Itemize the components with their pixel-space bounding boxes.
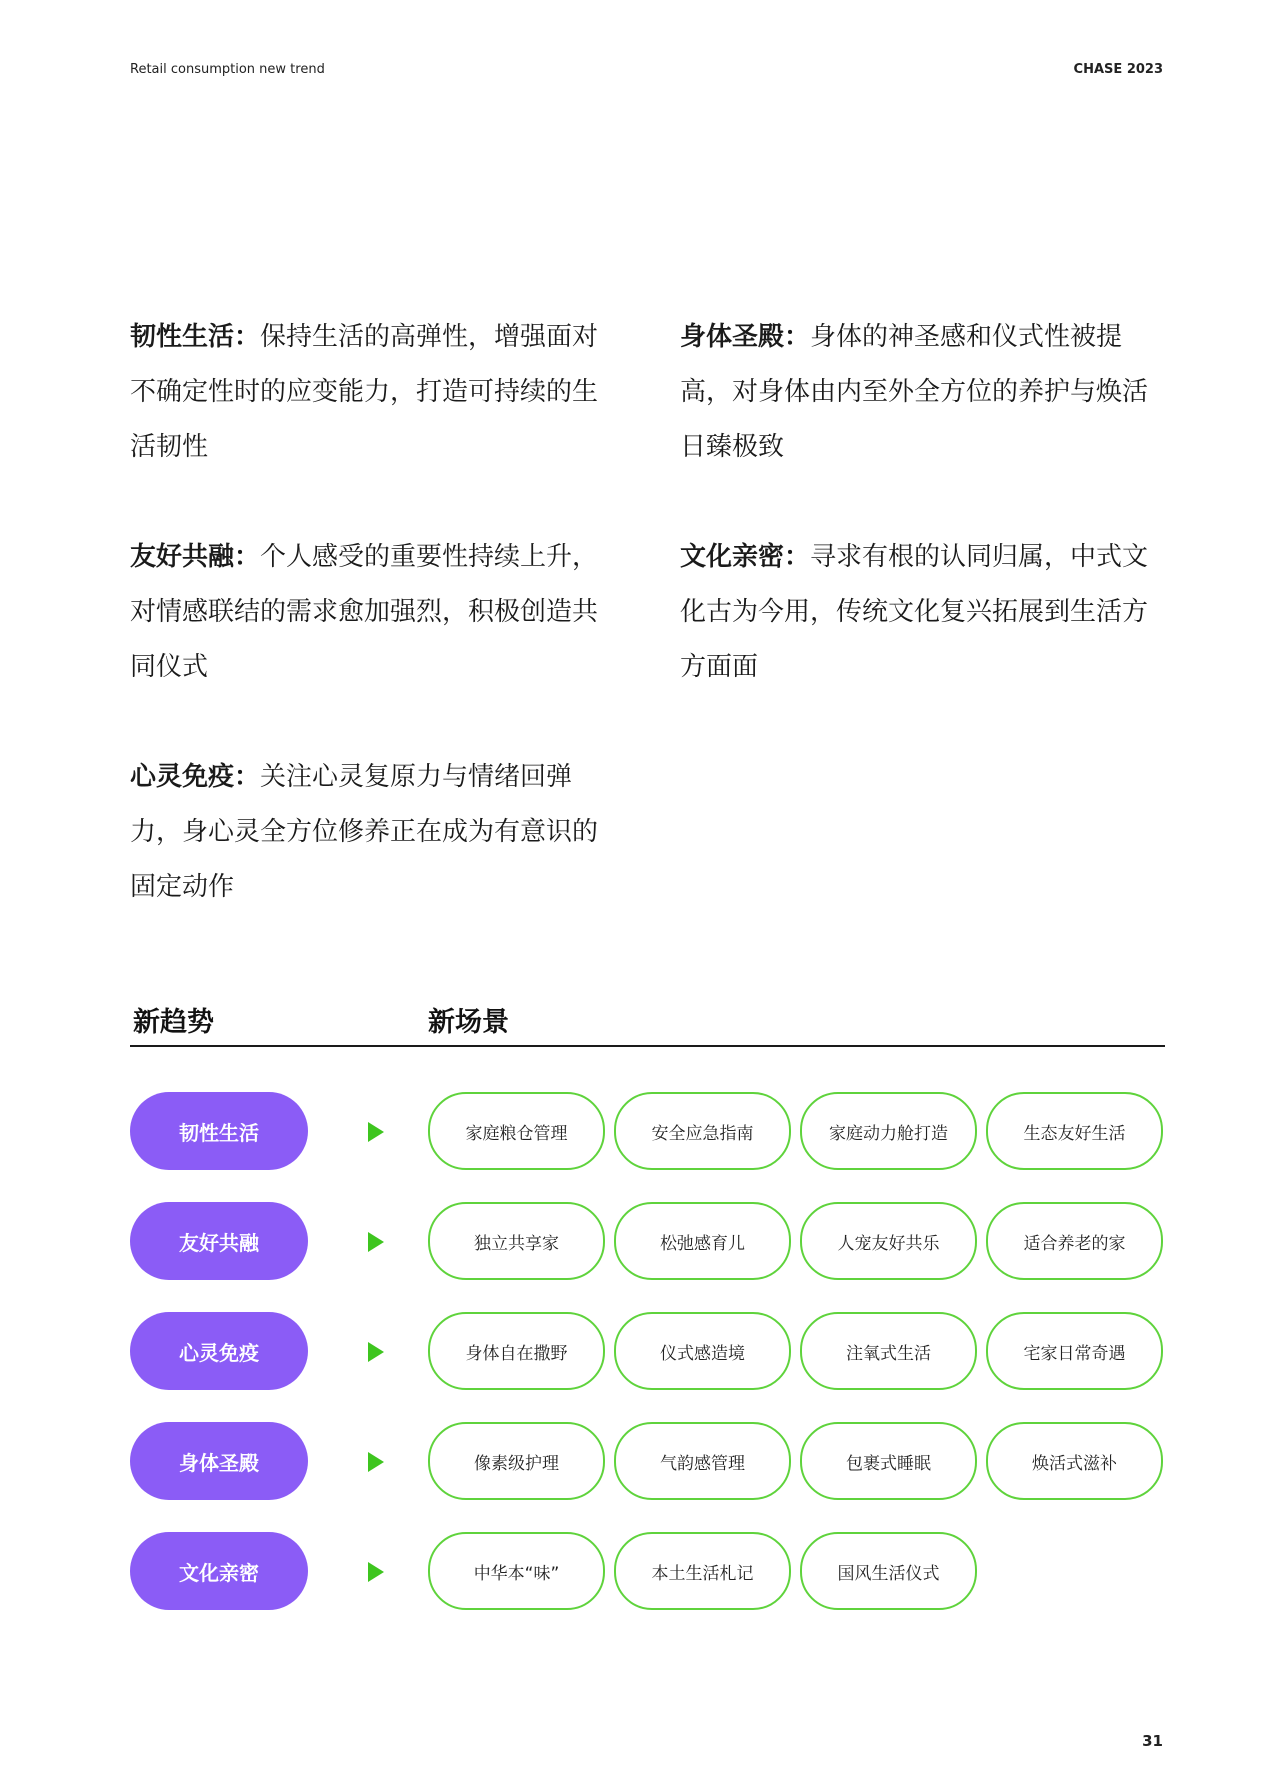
trend-pill: 身体圣殿 (130, 1422, 308, 1500)
paragraph-text: 个人感受的重要性持续上升，对情感联结的需求愈加强烈，积极创造共同仪式 (130, 542, 599, 682)
table-row (130, 1202, 1170, 1282)
table-row (130, 1532, 1170, 1612)
scene-pill: 焕活式滋补 (986, 1422, 1163, 1500)
scene-pill: 家庭动力舱打造 (800, 1092, 977, 1170)
trend-pill: 韧性生活 (130, 1092, 308, 1170)
scene-pill: 本土生活札记 (614, 1532, 791, 1610)
scene-pill: 身体自在撒野 (428, 1312, 605, 1390)
paragraph-text: 关注心灵复原力与情绪回弹力，身心灵全方位修养正在成为有意识的固定动作 (130, 762, 599, 902)
scene-pill: 独立共享家 (428, 1202, 605, 1280)
header-right (1074, 62, 1163, 77)
scene-pill: 包裹式睡眠 (800, 1422, 977, 1500)
page-number: 31 (1142, 1732, 1163, 1750)
paragraph-text: 保持生活的高弹性，增强面对不确定性时的应变能力，打造可持续的生活韧性 (130, 322, 599, 462)
scene-pill: 适合养老的家 (986, 1202, 1163, 1280)
header-left: Retail consumption new trend (130, 62, 325, 77)
paragraph-term: 韧性生活： (130, 322, 261, 352)
table-header-trend: 新趋势 (133, 1007, 214, 1038)
scene-pill: 国风生活仪式 (800, 1532, 977, 1610)
scene-pill: 松弛感育儿 (614, 1202, 791, 1280)
play-arrow-icon (368, 1122, 384, 1142)
scene-pill: 中华本“味” (428, 1532, 605, 1610)
scene-pill: 注氧式生活 (800, 1312, 977, 1390)
paragraph-body-sanctuary (680, 310, 1170, 475)
play-arrow-icon (368, 1342, 384, 1362)
table-header-rule (130, 1045, 1165, 1047)
scene-pill: 安全应急指南 (614, 1092, 791, 1170)
paragraph-text: 身体的神圣感和仪式性被提高，对身体由内至外全方位的养护与焕活日臻极致 (680, 322, 1149, 462)
paragraph-term: 心灵免疫： (130, 762, 261, 792)
table-header-scene: 新场景 (428, 1007, 509, 1038)
table-row (130, 1092, 1170, 1172)
trend-pill: 心灵免疫 (130, 1312, 308, 1390)
paragraph-resilient-life (130, 310, 620, 475)
paragraph-term: 友好共融： (130, 542, 261, 572)
table-row (130, 1312, 1170, 1392)
scene-pill: 人宠友好共乐 (800, 1202, 977, 1280)
trend-pill: 文化亲密 (130, 1532, 308, 1610)
scene-pill: 像素级护理 (428, 1422, 605, 1500)
play-arrow-icon (368, 1452, 384, 1472)
header-year: 2023 (1126, 62, 1163, 77)
play-arrow-icon (368, 1232, 384, 1252)
trend-pill: 友好共融 (130, 1202, 308, 1280)
scene-pill: 宅家日常奇遇 (986, 1312, 1163, 1390)
scene-pill: 生态友好生活 (986, 1092, 1163, 1170)
paragraph-text: 寻求有根的认同归属，中式文化古为今用，传统文化复兴拓展到生活方方面面 (680, 542, 1149, 682)
paragraph-mind-immunity (130, 750, 620, 915)
table-row (130, 1422, 1170, 1502)
header-brand: CHASE (1073, 62, 1123, 77)
paragraph-term: 文化亲密： (680, 542, 811, 572)
play-arrow-icon (368, 1562, 384, 1582)
scene-pill: 气韵感管理 (614, 1422, 791, 1500)
scene-pill: 家庭粮仓管理 (428, 1092, 605, 1170)
paragraph-term: 身体圣殿： (680, 322, 811, 352)
paragraph-cultural-intimacy (680, 530, 1170, 695)
scene-pill: 仪式感造境 (614, 1312, 791, 1390)
paragraph-friendly-harmony (130, 530, 620, 695)
